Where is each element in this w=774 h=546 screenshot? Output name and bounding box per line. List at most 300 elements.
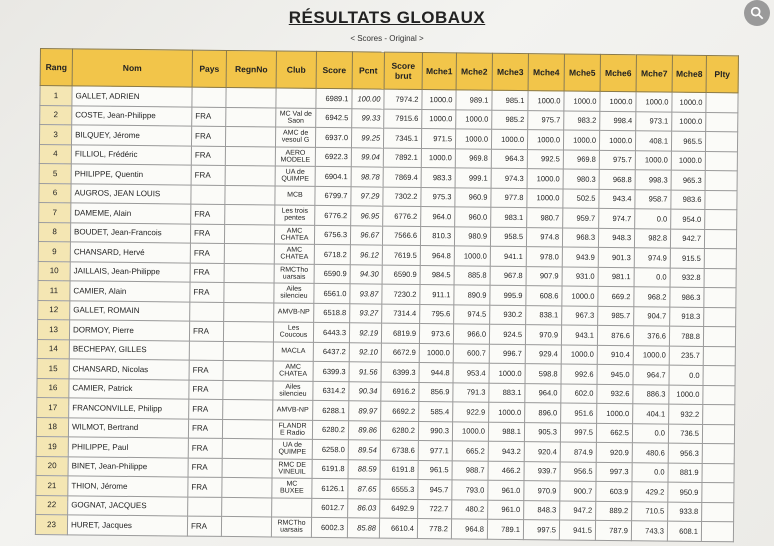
table-cell: 876.6 (597, 325, 633, 345)
table-cell: 795.6 (420, 304, 454, 324)
table-cell: 1000.0 (669, 385, 703, 405)
table-cell: 905.3 (524, 422, 560, 442)
table-cell: 97.29 (351, 186, 383, 206)
table-cell (702, 463, 734, 483)
table-cell: 1000.0 (562, 286, 598, 306)
table-cell: 7892.1 (383, 148, 421, 168)
table-cell (223, 360, 273, 380)
table-cell: CAMIER, Patrick (69, 378, 189, 399)
table-cell (222, 497, 272, 517)
table-cell (705, 151, 737, 171)
table-cell: 96.95 (351, 206, 383, 226)
table-cell: 874.9 (560, 442, 596, 462)
table-cell: 6561.0 (314, 283, 350, 303)
lens-search-button[interactable] (744, 0, 770, 26)
table-cell: 7915.6 (384, 109, 422, 129)
table-cell: 6904.1 (315, 166, 351, 186)
table-cell: 964.7 (633, 365, 669, 385)
table-cell: 6672.9 (381, 343, 419, 363)
table-cell: 964.8 (451, 519, 487, 539)
table-cell (221, 516, 271, 536)
table-cell: FLANDR E Radio (272, 419, 312, 439)
table-cell: 932.8 (670, 268, 704, 288)
table-cell: 983.6 (671, 190, 705, 210)
table-cell: 6776.2 (383, 206, 421, 226)
table-cell: 1000.0 (421, 148, 455, 168)
table-cell: PHILIPPE, Paul (68, 437, 188, 458)
table-cell: 968.8 (599, 169, 635, 189)
table-cell: 890.9 (454, 285, 490, 305)
table-cell: 933.8 (668, 502, 702, 522)
table-cell: FRA (191, 204, 225, 224)
table-cell (704, 248, 736, 268)
table-cell: 960.9 (455, 187, 491, 207)
table-cell: 408.1 (635, 131, 671, 151)
column-header: Score brut (384, 52, 422, 89)
table-cell: 998.4 (600, 111, 636, 131)
table-cell: 969.8 (455, 148, 491, 168)
table-cell: FRA (190, 243, 224, 263)
table-cell (705, 170, 737, 190)
table-cell: 598.8 (525, 364, 561, 384)
table-cell: 915.5 (670, 248, 704, 268)
table-cell: 985.2 (492, 110, 528, 130)
table-cell: 1 (40, 86, 72, 106)
table-cell: 941.5 (559, 520, 595, 540)
table-cell: FRA (189, 399, 223, 419)
results-sheet (35, 48, 739, 542)
table-cell: 6590.9 (314, 264, 350, 284)
table-cell: 810.3 (420, 226, 454, 246)
table-cell: 96.12 (350, 245, 382, 265)
column-header: Mche2 (456, 53, 492, 90)
table-cell: 918.3 (670, 307, 704, 327)
table-cell: 954.0 (671, 209, 705, 229)
table-cell: 6191.8 (312, 459, 348, 479)
table-cell: 6443.3 (313, 322, 349, 342)
table-cell: 1000.0 (564, 91, 600, 111)
table-cell (225, 126, 275, 146)
table-cell: 6002.3 (311, 517, 347, 537)
table-cell (188, 497, 222, 517)
table-cell: 94.30 (350, 264, 382, 284)
table-body (35, 86, 738, 542)
table-cell: 6258.0 (312, 439, 348, 459)
table-cell: 904.7 (634, 306, 670, 326)
table-cell: FRA (188, 477, 222, 497)
table-cell: 983.2 (564, 110, 600, 130)
table-cell: 6590.9 (382, 265, 420, 285)
table-cell: 943.1 (561, 325, 597, 345)
table-cell: MC Val de Saon (276, 107, 316, 127)
column-header: RegnNo (226, 50, 276, 88)
table-cell: 1000.0 (454, 246, 490, 266)
table-cell: AMC CHATEA (274, 244, 314, 264)
table-cell: WILMOT, Bertrand (68, 417, 188, 438)
table-cell: DAMEME, Alain (71, 203, 191, 224)
table-cell: FRA (191, 126, 225, 146)
table-cell: 980.7 (527, 208, 563, 228)
table-cell: 1000.0 (599, 130, 635, 150)
table-cell: AMC CHATEA (273, 361, 313, 381)
table-cell: 968.3 (562, 227, 598, 247)
table-cell: 988.1 (488, 422, 524, 442)
table-cell: 480.6 (632, 443, 668, 463)
column-header: Score (316, 51, 352, 88)
table-cell: FRA (189, 360, 223, 380)
table-cell: 973.1 (636, 111, 672, 131)
table-cell: 787.9 (595, 520, 631, 540)
table-cell: 6776.2 (315, 205, 351, 225)
table-cell: 901.3 (598, 247, 634, 267)
table-cell: 0.0 (669, 365, 703, 385)
table-cell: 838.1 (526, 305, 562, 325)
table-cell: 17 (37, 397, 69, 417)
table-cell: Les trois pentes (275, 205, 315, 225)
table-cell: 99.04 (351, 147, 383, 167)
table-cell: 89.86 (348, 420, 380, 440)
table-cell: 6399.3 (381, 362, 419, 382)
table-cell: RMCTho uarsais (271, 517, 311, 537)
table-cell: 6922.3 (315, 147, 351, 167)
table-cell: 2 (40, 105, 72, 125)
table-cell (222, 477, 272, 497)
table-cell: 1000.0 (491, 129, 527, 149)
page-title: RÉSULTATS GLOBAUX (288, 8, 486, 27)
table-cell: 0.0 (632, 462, 668, 482)
table-cell: 896.0 (525, 403, 561, 423)
table-cell: AERO MODELE (275, 146, 315, 166)
table-cell: 971.5 (421, 129, 455, 149)
table-cell: 743.3 (631, 521, 667, 541)
column-header: Pcnt (352, 52, 384, 89)
table-cell: 965.3 (671, 170, 705, 190)
table-cell: 6191.8 (380, 460, 418, 480)
table-cell: 12 (38, 300, 70, 320)
table-cell: 404.1 (633, 404, 669, 424)
table-cell (189, 341, 223, 361)
column-header: Club (276, 51, 316, 88)
table-cell: 6288.1 (313, 400, 349, 420)
column-header: Mche7 (636, 55, 672, 92)
table-cell (703, 346, 735, 366)
table-cell: GALLET, ADRIEN (72, 86, 192, 107)
table-cell (225, 165, 275, 185)
table-cell: FRA (191, 165, 225, 185)
table-cell: RMC DE VINEUIL (272, 458, 312, 478)
table-cell: 7345.1 (383, 128, 421, 148)
table-cell: AMVB-NP (273, 400, 313, 420)
table-cell: 947.2 (560, 500, 596, 520)
table-cell: FRA (188, 458, 222, 478)
table-cell: FRA (189, 380, 223, 400)
table-cell: 1000.0 (489, 363, 525, 383)
table-cell: 967.8 (490, 266, 526, 286)
column-header: Rang (40, 49, 72, 86)
table-cell: 6399.3 (313, 361, 349, 381)
table-cell: 6937.0 (315, 127, 351, 147)
table-cell: 376.6 (633, 326, 669, 346)
table-cell: 920.9 (596, 442, 632, 462)
table-cell: 964.0 (421, 206, 455, 226)
table-cell: 1000.0 (633, 345, 669, 365)
table-cell: 932.2 (669, 404, 703, 424)
table-cell (702, 424, 734, 444)
table-cell (701, 521, 733, 541)
table-cell: 736.5 (668, 424, 702, 444)
table-cell: 6126.1 (312, 478, 348, 498)
table-cell: 96.67 (350, 225, 382, 245)
table-cell: 997.5 (523, 520, 559, 540)
table-cell: 4 (39, 144, 71, 164)
table-cell: 1000.0 (528, 91, 564, 111)
table-cell: 1000.0 (636, 92, 672, 112)
column-header: Mche1 (422, 53, 456, 90)
table-cell (702, 482, 734, 502)
table-cell: 967.3 (562, 305, 598, 325)
table-cell: 93.87 (350, 284, 382, 304)
table-cell: 6437.2 (313, 342, 349, 362)
table-cell: 948.3 (598, 228, 634, 248)
table-cell: 1000.0 (455, 129, 491, 149)
table-cell: 958.5 (490, 227, 526, 247)
table-cell: 988.7 (452, 460, 488, 480)
table-cell: 964.8 (420, 245, 454, 265)
table-cell: 939.7 (524, 461, 560, 481)
table-cell: FRA (188, 438, 222, 458)
table-cell: AMVB-NP (274, 302, 314, 322)
table-cell: 6555.3 (380, 479, 418, 499)
table-cell: 90.34 (349, 381, 381, 401)
table-cell: 920.4 (524, 442, 560, 462)
table-cell: 1000.0 (600, 91, 636, 111)
table-cell: 602.0 (561, 383, 597, 403)
table-cell: FRA (191, 146, 225, 166)
table-cell: 975.7 (599, 150, 635, 170)
table-cell: MACLA (273, 341, 313, 361)
table-cell: 92.19 (349, 323, 381, 343)
table-cell: BOUDET, Jean-Francois (70, 222, 190, 243)
table-cell: 21 (36, 475, 68, 495)
table-cell: 88.59 (348, 459, 380, 479)
table-cell: 978.0 (526, 247, 562, 267)
table-cell: CHANSARD, Nicolas (69, 359, 189, 380)
table-cell: 99.33 (352, 108, 384, 128)
table-cell: 889.2 (596, 501, 632, 521)
table-cell: 999.1 (455, 168, 491, 188)
column-header: Mche6 (600, 54, 636, 91)
table-cell: AMC de vesoul G (275, 127, 315, 147)
table-cell: 6819.9 (381, 323, 419, 343)
table-cell (223, 321, 273, 341)
column-header: Mche8 (672, 55, 706, 92)
table-cell (706, 112, 738, 132)
table-cell: 1000.0 (527, 130, 563, 150)
table-cell: 19 (36, 436, 68, 456)
table-cell: 10 (38, 261, 70, 281)
table-cell (705, 190, 737, 210)
table-cell (222, 458, 272, 478)
table-cell: CHANSARD, Hervé (70, 242, 190, 263)
table-cell: 945.7 (418, 479, 452, 499)
table-cell: 1000.0 (456, 109, 492, 129)
table-cell: 974.5 (454, 304, 490, 324)
table-cell: 970.9 (525, 325, 561, 345)
table-cell: 975.7 (528, 110, 564, 130)
table-cell: 965.5 (671, 131, 705, 151)
table-cell: 974.9 (634, 248, 670, 268)
table-cell: GALLET, ROMAIN (70, 300, 190, 321)
column-header: Plty (706, 55, 738, 92)
table-cell: 1000.0 (563, 130, 599, 150)
table-cell: Ailes silencieu (274, 283, 314, 303)
table-cell: 941.1 (490, 246, 526, 266)
column-header: Mche3 (492, 53, 528, 90)
table-cell: 7 (39, 202, 71, 222)
table-cell: 1000.0 (597, 403, 633, 423)
table-cell: 961.0 (488, 480, 524, 500)
table-cell: 985.7 (598, 306, 634, 326)
table-cell: 13 (37, 319, 69, 339)
table-cell: 85.88 (347, 518, 379, 538)
table-cell: 7302.2 (383, 187, 421, 207)
table-cell: 929.4 (525, 344, 561, 364)
table-cell: 6280.2 (312, 420, 348, 440)
table-cell: 1000.0 (489, 402, 525, 422)
table-cell: 931.0 (562, 266, 598, 286)
table-cell: 0.0 (634, 267, 670, 287)
table-cell: 7869.4 (383, 167, 421, 187)
table-cell: 974.3 (491, 168, 527, 188)
table-cell: 998.3 (635, 170, 671, 190)
table-cell: 7314.4 (382, 304, 420, 324)
table-cell: 848.3 (524, 500, 560, 520)
table-cell: 943.9 (562, 247, 598, 267)
table-cell: 6989.1 (316, 88, 352, 108)
table-cell: CAMIER, Alain (70, 281, 190, 302)
table-cell: 966.0 (453, 324, 489, 344)
table-cell: DORMOY, Pierre (69, 320, 189, 341)
table-cell (704, 287, 736, 307)
table-cell: HURET, Jacques (67, 515, 187, 536)
table-cell (272, 497, 312, 517)
table-cell: 99.25 (351, 128, 383, 148)
table-cell: 932.6 (597, 384, 633, 404)
table-cell: THION, Jérome (68, 476, 188, 497)
table-cell: 922.9 (453, 402, 489, 422)
table-cell: 93.27 (350, 303, 382, 323)
table-cell: 665.2 (452, 441, 488, 461)
table-cell: MCB (275, 185, 315, 205)
column-header: Pays (192, 50, 226, 87)
table-cell: 958.7 (635, 189, 671, 209)
table-cell: 959.7 (563, 208, 599, 228)
table-cell: Les Coucous (273, 322, 313, 342)
table-cell (224, 224, 274, 244)
table-cell (703, 326, 735, 346)
table-cell: 1000.0 (672, 92, 706, 112)
table-cell: 953.4 (453, 363, 489, 383)
table-cell: 6692.2 (381, 401, 419, 421)
table-cell (224, 282, 274, 302)
table-cell: 910.4 (597, 345, 633, 365)
table-cell: 974.8 (526, 227, 562, 247)
table-cell: 7619.5 (382, 245, 420, 265)
table-cell: 977.1 (418, 440, 452, 460)
table-cell (223, 399, 273, 419)
table-cell: 92.10 (349, 342, 381, 362)
table-cell: 98.78 (351, 167, 383, 187)
table-cell: 91.56 (349, 362, 381, 382)
table-cell: FRA (190, 282, 224, 302)
table-cell: 961.0 (488, 500, 524, 520)
table-cell (704, 268, 736, 288)
table-cell: 6518.8 (314, 303, 350, 323)
table-cell: 968.2 (634, 287, 670, 307)
table-cell: MC BUXEE (272, 478, 312, 498)
table-cell: FRANCONVILLE, Philipp (69, 398, 189, 419)
table-cell: 9 (38, 241, 70, 261)
table-cell: 7230.2 (382, 284, 420, 304)
table-cell (703, 385, 735, 405)
column-header: Mche4 (528, 54, 564, 91)
table-cell: BINET, Jean-Philippe (68, 456, 188, 477)
column-header: Mche5 (564, 54, 600, 91)
table-cell (706, 92, 738, 112)
table-cell: 1000.0 (452, 421, 488, 441)
table-cell: 710.5 (632, 501, 668, 521)
table-cell: 6718.2 (314, 244, 350, 264)
table-cell: AUGROS, JEAN LOUIS (71, 183, 191, 204)
table-cell: 15 (37, 358, 69, 378)
table-cell: 989.1 (456, 90, 492, 110)
table-cell: 945.0 (597, 364, 633, 384)
table-cell: 466.2 (488, 461, 524, 481)
table-cell (224, 302, 274, 322)
table-cell: 480.2 (452, 499, 488, 519)
table-cell: 996.7 (489, 344, 525, 364)
table-cell: AMC CHATEA (274, 224, 314, 244)
table-cell: 983.1 (491, 207, 527, 227)
table-cell: 995.9 (490, 285, 526, 305)
table-cell: 900.7 (560, 481, 596, 501)
table-cell: 886.3 (633, 384, 669, 404)
table-cell (225, 146, 275, 166)
table-cell (703, 404, 735, 424)
table-cell: FRA (192, 107, 226, 127)
table-cell: FRA (190, 224, 224, 244)
table-cell: 7974.2 (384, 89, 422, 109)
table-cell: 1000.0 (635, 150, 671, 170)
table-cell: 944.8 (419, 362, 453, 382)
table-cell: 585.4 (419, 401, 453, 421)
table-cell: 20 (36, 456, 68, 476)
table-cell: 5 (39, 163, 71, 183)
table-cell: 788.8 (669, 326, 703, 346)
table-cell: 984.5 (420, 265, 454, 285)
table-cell: 600.7 (453, 343, 489, 363)
table-cell: 89.54 (348, 440, 380, 460)
table-cell: 930.2 (490, 305, 526, 325)
table-cell: 16 (37, 378, 69, 398)
table-cell: 791.3 (453, 382, 489, 402)
table-cell: 502.5 (563, 188, 599, 208)
table-cell: 6738.6 (380, 440, 418, 460)
table-cell: 87.65 (348, 479, 380, 499)
table-cell (703, 365, 735, 385)
table-cell: 6756.3 (314, 225, 350, 245)
table-cell: 23 (35, 514, 67, 534)
